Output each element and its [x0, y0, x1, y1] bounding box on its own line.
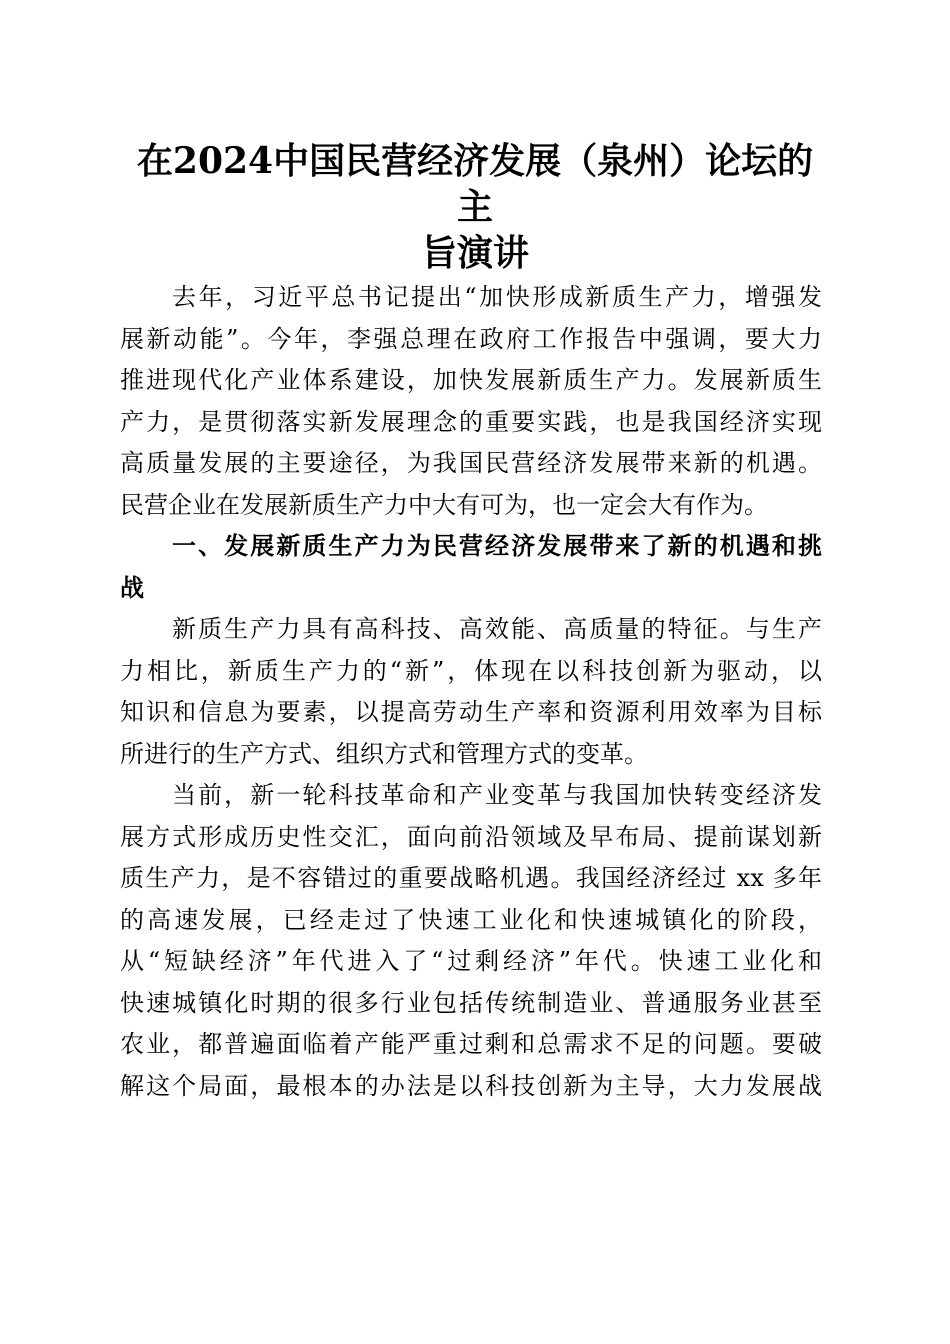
text-line: 知识和信息为要素，以提高劳动生产率和资源利用效率为目标 — [120, 698, 822, 726]
text-line: 解这个局面，最根本的办法是以科技创新为主导，大力发展战 — [120, 1071, 822, 1100]
text-line: 所进行的生产方式、组织方式和管理方式的变革。 — [120, 739, 648, 768]
text-line: 快速城镇化时期的很多行业包括传统制造业、普通服务业甚至 — [120, 988, 822, 1017]
text-line: 当前，新一轮科技革命和产业变革与我国加快转变经济发 — [172, 781, 822, 809]
text-line: 展新动能”。今年，李强总理在政府工作报告中强调，要大力 — [120, 324, 822, 353]
text-line: 高质量发展的主要途径，为我国民营经济发展带来新的机遇。 — [120, 449, 822, 477]
text-line: 农业，都普遍面临着产能严重过剩和总需求不足的问题。要破 — [120, 1030, 822, 1058]
text-line: 去年，习近平总书记提出“加快形成新质生产力，增强发 — [172, 283, 822, 311]
title-line-2: 旨演讲 — [420, 232, 529, 274]
text-line: 展方式形成历史性交汇，面向前沿领域及早布局、提前谋划新 — [120, 822, 822, 851]
text-line: 民营企业在发展新质生产力中大有可为，也一定会大有作为。 — [120, 490, 768, 519]
text-line: 新质生产力具有高科技、高效能、高质量的特征。与生产 — [172, 615, 822, 643]
document-title — [120, 138, 830, 276]
text-line: 力相比，新质生产力的“新”，体现在以科技创新为驱动，以 — [120, 656, 822, 685]
document-body — [120, 277, 822, 1107]
text-line: 推进现代化产业体系建设，加快发展新质生产力。发展新质生 — [120, 366, 822, 394]
text-line: 从“短缺经济”年代进入了“过剩经济”年代。快速工业化和 — [120, 947, 822, 975]
text-line: 质生产力，是不容错过的重要战略机遇。我国经济经过 xx 多年 — [120, 864, 822, 892]
section-heading — [120, 526, 822, 609]
text-line: 的高速发展，已经走过了快速工业化和快速城镇化的阶段， — [120, 905, 822, 934]
text-line: 战 — [120, 573, 144, 602]
title-line-1: 在2024中国民营经济发展（泉州）论坛的主 — [136, 140, 814, 228]
text-line: 一、发展新质生产力为民营经济发展带来了新的机遇和挑 — [172, 532, 822, 560]
paragraph — [120, 609, 822, 775]
paragraph — [120, 277, 822, 526]
text-line: 产力，是贯彻落实新发展理念的重要实践，也是我国经济实现 — [120, 407, 822, 436]
paragraph — [120, 775, 822, 1107]
